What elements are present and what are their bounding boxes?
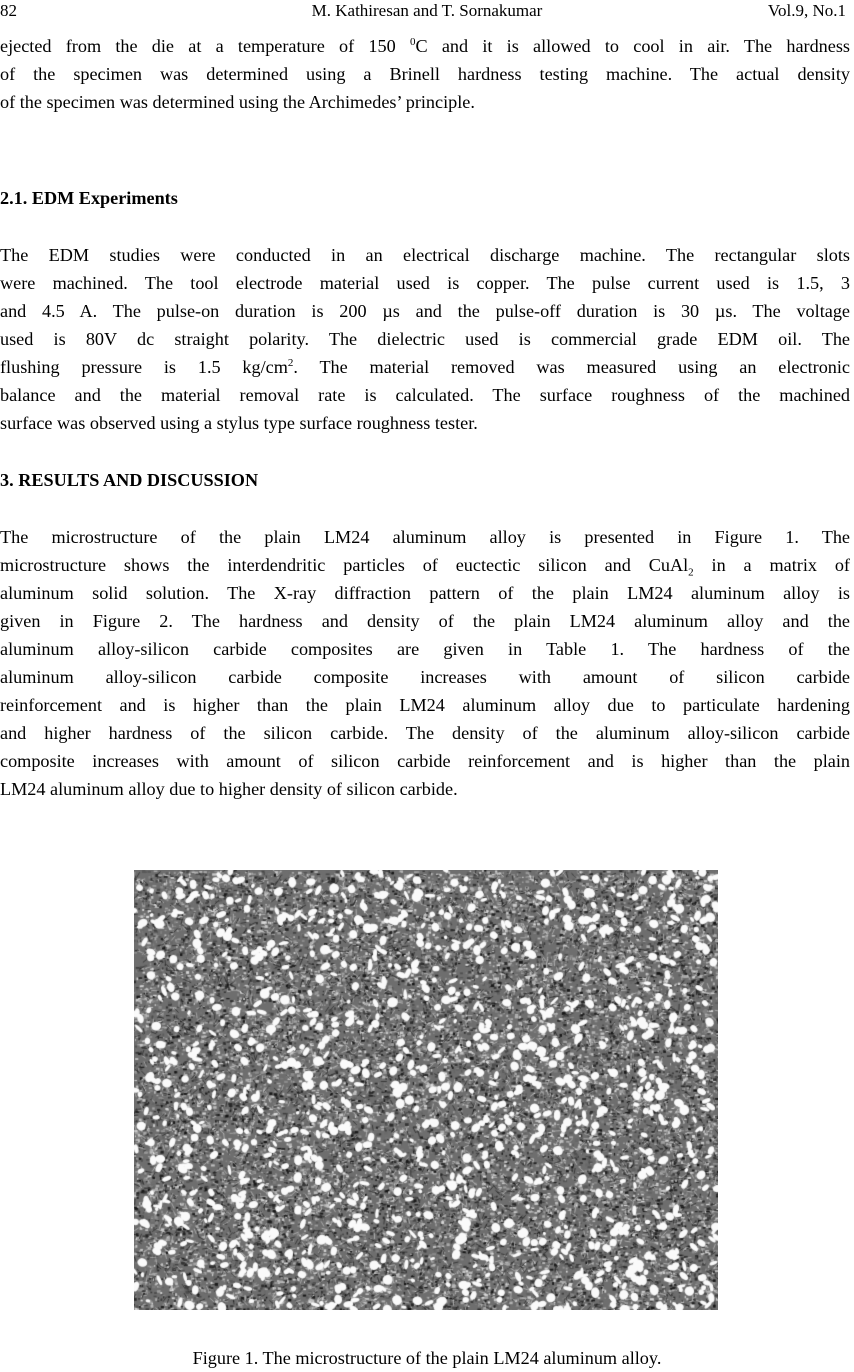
section-heading-results: 3. RESULTS AND DISCUSSION <box>0 470 259 490</box>
text-line <box>0 269 850 297</box>
text-segment: balance and the material removal rate is calculated. The surface roughness of the machined <box>0 385 850 405</box>
text-segment: aluminum solid solution. The X-ray diffraction pattern of the plain LM24 aluminum alloy is <box>0 583 850 603</box>
text-line <box>0 691 850 719</box>
header-authors: M. Kathiresan and T. Sornakumar <box>311 1 543 20</box>
text-segment: and higher hardness of the silicon carbide. The density of the aluminum alloy-silicon carbide <box>0 723 850 743</box>
text-segment: . The material removed was measured using an electronic <box>293 357 851 377</box>
text-segment: were machined. The tool electrode material used is copper. The pulse current used is 1.5, 3 <box>0 273 850 293</box>
paragraph-edm <box>0 241 850 437</box>
text-segment: microstructure shows the interdendritic particles of euctectic silicon and CuAl <box>0 555 689 575</box>
text-segment: The EDM studies were conducted in an electrical discharge machine. The rectangular slots <box>0 245 850 265</box>
text-segment: in a matrix of <box>693 555 850 575</box>
text-segment: aluminum alloy-silicon carbide composite increases with amount of silicon carbide <box>0 667 850 687</box>
text-segment: composite increases with amount of silicon carbide reinforcement and is higher than the plain <box>0 751 850 771</box>
text-line <box>0 409 850 437</box>
paragraph-specimen <box>0 32 850 116</box>
text-segment: surface was observed using a stylus type surface roughness tester. <box>0 413 478 433</box>
text-line <box>0 747 850 775</box>
text-line <box>0 353 850 381</box>
text-segment: aluminum alloy-silicon carbide composites are given in Table 1. The hardness of the <box>0 639 850 659</box>
text-line <box>0 60 850 88</box>
text-segment: The microstructure of the plain LM24 aluminum alloy is presented in Figure 1. The <box>0 527 850 547</box>
section-heading-edm: 2.1. EDM Experiments <box>0 188 178 208</box>
page-number: 82 <box>0 1 17 20</box>
figure-caption: Figure 1. The microstructure of the plain LM24 aluminum alloy. <box>192 1348 662 1368</box>
text-line <box>0 32 850 60</box>
text-line <box>0 579 850 607</box>
text-line <box>0 663 850 691</box>
microstructure-figure <box>134 870 718 1310</box>
text-line <box>0 775 850 803</box>
paragraph-results <box>0 523 850 803</box>
text-segment: used is 80V dc straight polarity. The dielectric used is commercial grade EDM oil. The <box>0 329 850 349</box>
running-header <box>0 0 850 22</box>
text-line <box>0 551 850 579</box>
text-line <box>0 88 850 116</box>
superscript: 2 <box>287 356 294 369</box>
text-segment: of the specimen was determined using the Archimedes’ principle. <box>0 92 475 112</box>
text-line <box>0 523 850 551</box>
text-line <box>0 381 850 409</box>
text-line <box>0 325 850 353</box>
text-segment: reinforcement and is higher than the plain LM24 aluminum alloy due to particulate hardening <box>0 695 850 715</box>
text-segment: LM24 aluminum alloy due to higher density of silicon carbide. <box>0 779 458 799</box>
text-segment: flushing pressure is 1.5 kg/cm <box>0 357 288 377</box>
subscript: 2 <box>688 566 694 579</box>
header-volume: Vol.9, No.1 <box>767 1 846 20</box>
text-segment: given in Figure 2. The hardness and density of the plain LM24 aluminum alloy and the <box>0 611 850 631</box>
text-line <box>0 241 850 269</box>
text-segment: C and it is allowed to cool in air. The hardness <box>415 36 850 56</box>
text-line <box>0 297 850 325</box>
text-line <box>0 635 850 663</box>
superscript: 0 <box>409 35 416 48</box>
text-segment: of the specimen was determined using a Brinell hardness testing machine. The actual density <box>0 64 850 84</box>
text-segment: and 4.5 A. The pulse-on duration is 200 µs and the pulse-off duration is 30 µs. The voltage <box>0 301 850 321</box>
text-line <box>0 719 850 747</box>
text-line <box>0 607 850 635</box>
text-segment: ejected from the die at a temperature of 150 <box>0 36 410 56</box>
